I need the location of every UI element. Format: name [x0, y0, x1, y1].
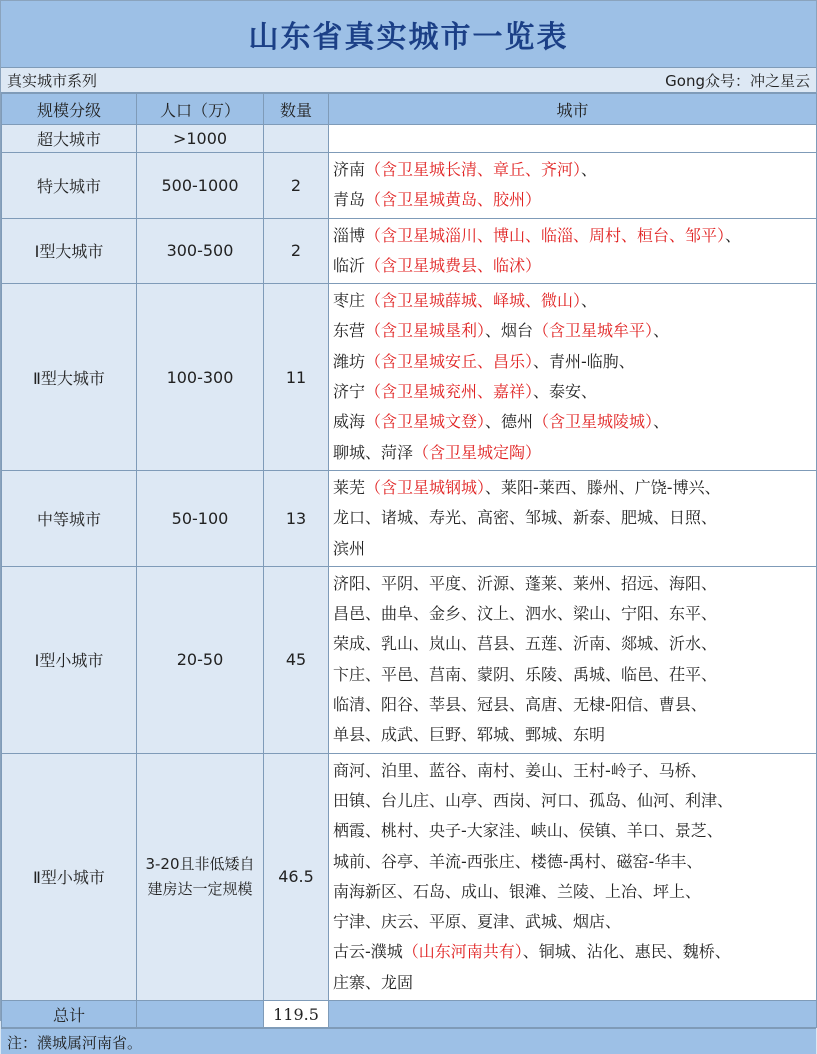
satellite-note: （含卫星城垦利）	[365, 321, 486, 341]
total-value: 119.5	[264, 1001, 329, 1028]
city-line	[333, 377, 812, 407]
table-row	[2, 153, 817, 219]
satellite-note: （含卫星城钢城）	[365, 477, 486, 497]
city-line	[333, 660, 812, 690]
city-line	[333, 534, 812, 564]
footnote: 注：濮城属河南省。	[1, 1028, 816, 1054]
city-text: 、	[581, 291, 598, 311]
population-cell: 300-500	[137, 218, 264, 284]
city-line	[333, 599, 812, 629]
header-tier: 规模分级	[2, 94, 137, 125]
tier-cell: Ⅰ型小城市	[2, 566, 137, 753]
city-text: 商河、泊里、蓝谷、南村、姜山、王村-岭子、马桥、	[333, 760, 707, 780]
population-cell: 20-50	[137, 566, 264, 753]
city-line	[333, 877, 812, 907]
city-text: 济阳、平阴、平度、沂源、蓬莱、莱州、招远、海阳、	[333, 573, 718, 593]
cities-cell	[329, 125, 817, 153]
total-label: 总计	[2, 1001, 137, 1028]
city-line	[333, 569, 812, 599]
header-cities: 城市	[329, 94, 817, 125]
page-title: 山东省真实城市一览表	[1, 1, 816, 68]
satellite-note: （含卫星城费县、临沭）	[365, 255, 542, 275]
city-text: 昌邑、曲阜、金乡、汶上、泗水、梁山、宁阳、东平、	[333, 604, 718, 624]
header-population: 人口（万）	[137, 94, 264, 125]
count-cell: 11	[264, 284, 329, 471]
cities-cell	[329, 284, 817, 471]
city-text: 南海新区、石岛、成山、银滩、兰陵、上冶、坪上、	[333, 881, 702, 901]
tier-cell: Ⅱ型小城市	[2, 753, 137, 1000]
city-line	[333, 155, 812, 185]
city-text: 庄寨、龙固	[333, 972, 414, 992]
city-text: 、青州-临朐、	[533, 351, 635, 371]
population-cell: 50-100	[137, 470, 264, 566]
total-row	[2, 1001, 817, 1028]
satellite-note: （含卫星城长清、章丘、齐河）	[365, 160, 582, 179]
city-text: 城前、谷亭、羊流-西张庄、楼德-禹村、磁窑-华丰、	[333, 851, 703, 871]
table-row	[2, 753, 817, 1000]
header-count: 数量	[264, 94, 329, 125]
satellite-note: （含卫星城文登）	[365, 412, 486, 432]
population-cell: 100-300	[137, 284, 264, 471]
city-text: 东营	[333, 321, 366, 341]
city-line	[333, 968, 812, 998]
city-text: 龙口、诸城、寿光、高密、邹城、新泰、肥城、日照、	[333, 508, 718, 528]
city-text: 临沂	[333, 255, 366, 275]
count-cell	[264, 125, 329, 153]
satellite-note: （含卫星城定陶）	[413, 442, 542, 462]
city-line	[333, 286, 812, 316]
satellite-note: （含卫星城牟平）	[533, 321, 654, 341]
tier-cell: Ⅰ型大城市	[2, 218, 137, 284]
city-text: 淄博	[333, 225, 366, 245]
subtitle-bar	[1, 68, 816, 93]
city-text: 青岛	[333, 190, 366, 210]
city-line	[333, 816, 812, 846]
table-row	[2, 284, 817, 471]
city-text: 滨州	[333, 538, 366, 558]
city-text: 聊城、菏泽	[333, 442, 414, 462]
city-line	[333, 185, 812, 215]
city-text: 、烟台	[485, 321, 534, 341]
city-text: 、	[725, 225, 742, 245]
city-line	[333, 847, 812, 877]
city-text: 栖霞、桃村、央子-大家洼、峡山、侯镇、羊口、景芝、	[333, 821, 723, 841]
satellite-note: （山东河南共有）	[402, 942, 523, 962]
city-text: 、	[653, 321, 670, 341]
tier-cell: 中等城市	[2, 470, 137, 566]
city-text: 宁津、庆云、平原、夏津、武城、烟店、	[333, 912, 622, 932]
city-text: 、莱阳-莱西、滕州、广饶-博兴、	[485, 477, 721, 497]
satellite-note: （含卫星城黄岛、胶州）	[365, 190, 542, 210]
count-cell: 13	[264, 470, 329, 566]
tier-cell: 超大城市	[2, 125, 137, 153]
satellite-note: （含卫星城安丘、昌乐）	[365, 351, 534, 371]
city-text: 、	[581, 160, 598, 179]
cities-cell	[329, 566, 817, 753]
total-blank-2	[329, 1001, 817, 1028]
city-text: 荣成、乳山、岚山、莒县、五莲、沂南、郯城、沂水、	[333, 634, 718, 654]
table-row	[2, 125, 817, 153]
city-line	[333, 438, 812, 468]
city-line	[333, 316, 812, 346]
city-text: 卞庄、平邑、莒南、蒙阴、乐陵、禹城、临邑、茌平、	[333, 664, 718, 684]
city-line	[333, 720, 812, 750]
city-line	[333, 629, 812, 659]
count-cell: 46.5	[264, 753, 329, 1000]
cities-cell	[329, 153, 817, 219]
city-line	[333, 407, 812, 437]
city-text: 古云-濮城	[333, 942, 403, 962]
count-cell: 2	[264, 153, 329, 219]
table-row	[2, 470, 817, 566]
table-body	[2, 125, 817, 1001]
city-line	[333, 503, 812, 533]
credit-label: Gong众号：冲之星云	[665, 71, 810, 90]
city-text: 、泰安、	[533, 382, 598, 402]
city-line	[333, 690, 812, 720]
cities-cell	[329, 218, 817, 284]
population-cell: 500-1000	[137, 153, 264, 219]
city-text: 田镇、台儿庄、山亭、西岗、河口、孤岛、仙河、利津、	[333, 790, 734, 810]
total-blank	[137, 1001, 264, 1028]
count-cell: 2	[264, 218, 329, 284]
city-table	[1, 93, 817, 1028]
tier-cell: Ⅱ型大城市	[2, 284, 137, 471]
cities-cell	[329, 753, 817, 1000]
cities-cell	[329, 470, 817, 566]
satellite-note: （含卫星城兖州、嘉祥）	[365, 382, 534, 402]
tier-cell: 特大城市	[2, 153, 137, 219]
series-label: 真实城市系列	[7, 71, 98, 90]
city-text: 济南	[333, 160, 366, 179]
satellite-note: （含卫星城薛城、峄城、微山）	[365, 291, 582, 311]
city-line	[333, 473, 812, 503]
city-line	[333, 786, 812, 816]
count-cell: 45	[264, 566, 329, 753]
city-text: 枣庄	[333, 291, 366, 311]
city-text: 、德州	[485, 412, 534, 432]
city-line	[333, 251, 812, 281]
city-text: 莱芜	[333, 477, 366, 497]
table-row	[2, 218, 817, 284]
satellite-note: （含卫星城陵城）	[533, 412, 654, 432]
satellite-note: （含卫星城淄川、博山、临淄、周村、桓台、邹平）	[365, 225, 726, 245]
table-row	[2, 566, 817, 753]
city-text: 潍坊	[333, 351, 366, 371]
city-line	[333, 937, 812, 967]
city-line	[333, 347, 812, 377]
city-text: 、	[653, 412, 670, 432]
population-cell: >1000	[137, 125, 264, 153]
header-row	[2, 94, 817, 125]
city-text: 威海	[333, 412, 366, 432]
city-text: 、铜城、沾化、惠民、魏桥、	[522, 942, 731, 962]
city-text: 单县、成武、巨野、郓城、鄄城、东明	[333, 725, 606, 745]
city-line	[333, 756, 812, 786]
city-line	[333, 221, 812, 251]
population-cell: 3-20且非低矮自建房达一定规模	[137, 753, 264, 1000]
city-line	[333, 907, 812, 937]
city-text: 济宁	[333, 382, 366, 402]
city-text: 临清、阳谷、莘县、冠县、高唐、无棣-阳信、曹县、	[333, 695, 707, 715]
